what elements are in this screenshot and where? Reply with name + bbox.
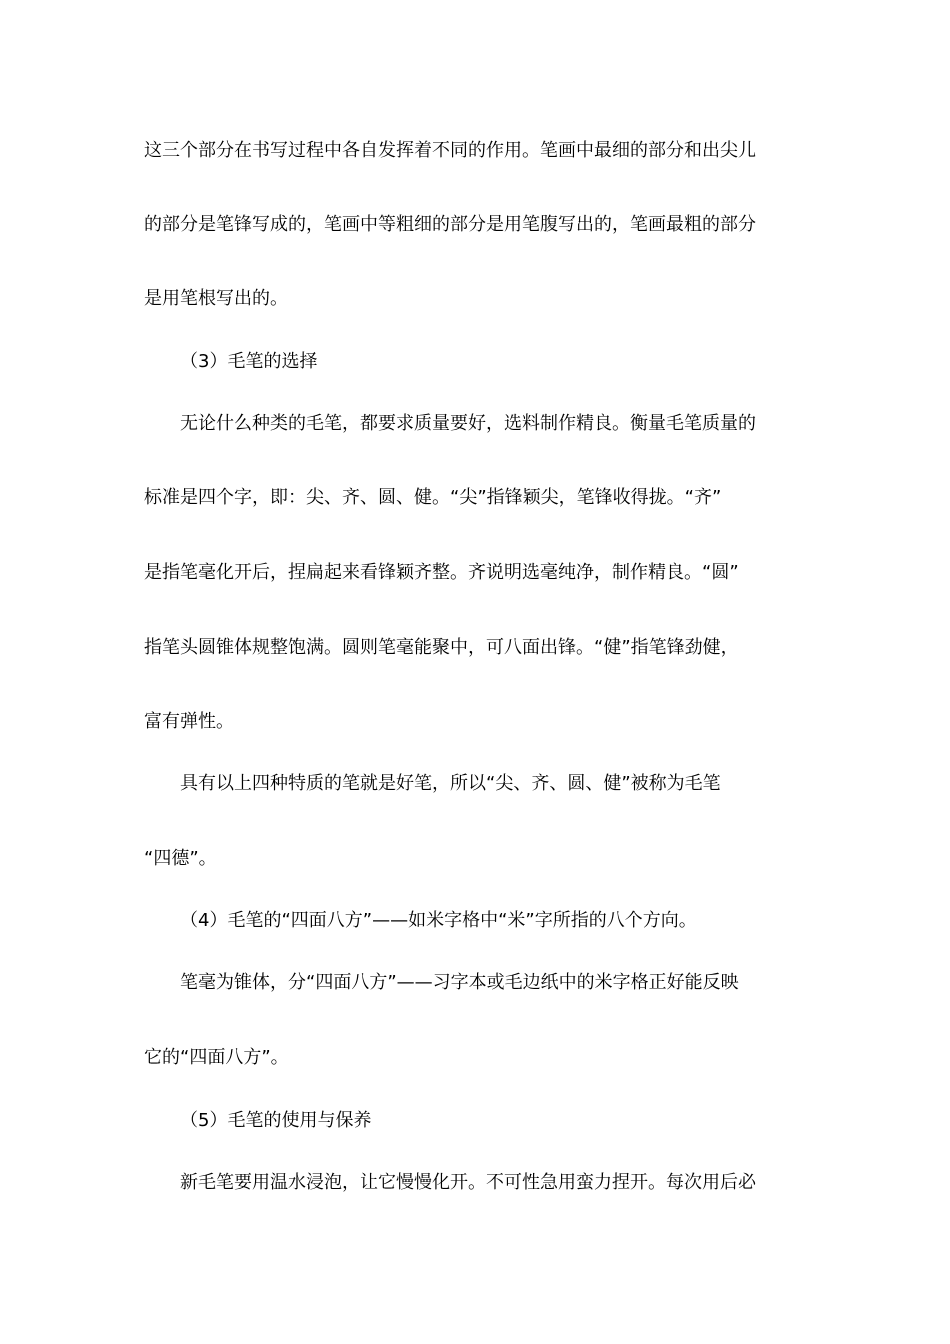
paragraph-line: “四德”。 [144,848,217,869]
section-heading: （3）毛笔的选择 [180,351,318,372]
paragraph-line: 这三个部分在书写过程中各自发挥着不同的作用。笔画中最细的部分和出尖儿 [144,140,756,161]
paragraph-line: 是用笔根写出的。 [144,288,288,309]
paragraph-line: 富有弹性。 [144,711,234,732]
paragraph-line: 标准是四个字，即：尖、齐、圆、健。“尖”指锋颖尖，笔锋收得拢。“齐” [144,487,722,508]
paragraph-line: 新毛笔要用温水浸泡，让它慢慢化开。不可性急用蛮力捏开。每次用后必 [180,1172,756,1193]
paragraph-line: 的部分是笔锋写成的，笔画中等粗细的部分是用笔腹写出的，笔画最粗的部分 [144,214,756,235]
paragraph-line: 具有以上四种特质的笔就是好笔，所以“尖、齐、圆、健”被称为毛笔 [180,773,721,794]
paragraph-line: 是指笔毫化开后，捏扁起来看锋颖齐整。齐说明选毫纯净，制作精良。“圆” [144,562,739,583]
section-heading: （5）毛笔的使用与保养 [180,1110,372,1131]
paragraph-line: 指笔头圆锥体规整饱满。圆则笔毫能聚中，可八面出锋。“健”指笔锋劲健， [144,637,739,658]
paragraph-line: 笔毫为锥体，分“四面八方”——习字本或毛边纸中的米字格正好能反映 [180,972,739,993]
paragraph-line: 它的“四面八方”。 [144,1047,289,1068]
paragraph-line: 无论什么种类的毛笔，都要求质量要好，选料制作精良。衡量毛笔质量的 [180,413,756,434]
section-heading: （4）毛笔的“四面八方”——如米字格中“米”字所指的八个方向。 [180,910,697,931]
